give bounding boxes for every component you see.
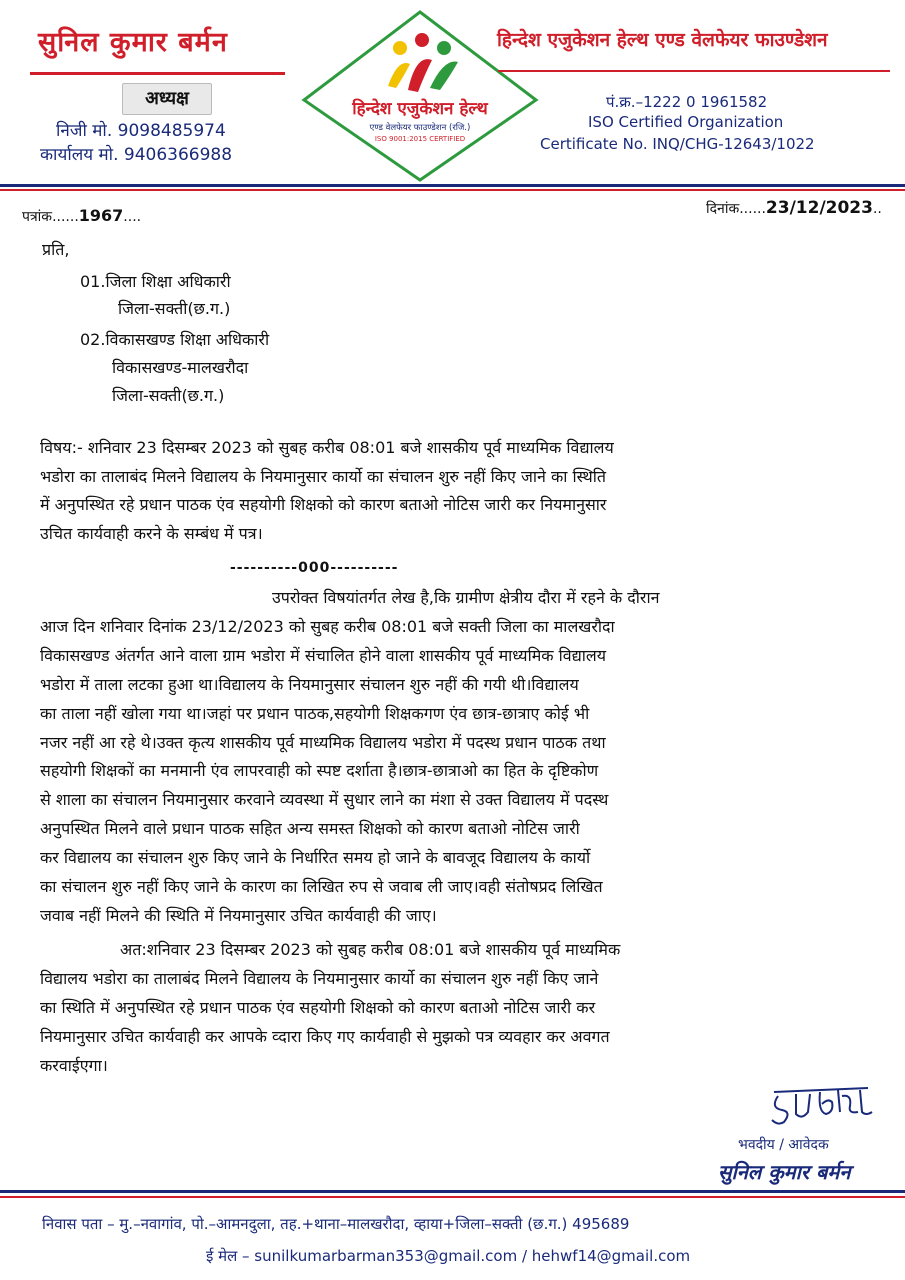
header-rule-blue xyxy=(0,184,905,187)
signature-icon xyxy=(768,1082,878,1130)
recipient-2-district: जिला-सक्ती(छ.ग.) xyxy=(112,386,225,405)
recipient-2-title: 02.विकासखण्ड शिक्षा अधिकारी xyxy=(80,330,270,349)
paragraph-line: जवाब नहीं मिलने की स्थिति में नियमानुसार उचित कार्यवाही की जाए। xyxy=(40,905,437,925)
recipient-1-title: 01.जिला शिक्षा अधिकारी xyxy=(80,272,231,291)
logo-iso: ISO 9001:2015 CERTIFIED xyxy=(374,135,466,143)
reference-label: पत्रांक xyxy=(22,209,53,225)
office-phone: कार्यालय मो. 9406366988 xyxy=(40,145,233,165)
header-rule-red xyxy=(0,189,905,191)
body-paragraph-1 xyxy=(40,584,872,931)
logo-subtitle: एण्ड वेलफेयर फाउण्डेशन (रजि.) xyxy=(369,123,471,133)
date-value: 23/12/2023 xyxy=(765,198,873,218)
subject-line: उचित कार्यवाही करने के सम्बंध में पत्र। xyxy=(40,523,263,543)
paragraph-line: अनुपस्थित मिलने वाले प्रधान पाठक सहित अन्य समस्त शिक्षको को कारण बताओ नोटिस जारी xyxy=(40,819,580,839)
reference-number: पत्रांक......1967.... xyxy=(22,206,142,225)
footer-rule-blue xyxy=(0,1190,905,1193)
sign-label: भवदीय / आवेदक xyxy=(738,1137,829,1153)
date-label: दिनांक xyxy=(706,201,740,217)
paragraph-line: का संचालन शुरु नहीं किए जाने के कारण का लिखित रुप से जवाब ली जाए।वही संतोषप्रद लिखित xyxy=(40,877,603,897)
letter-date: दिनांक......23/12/2023.. xyxy=(706,198,882,218)
subject-line: विषय:- शनिवार 23 दिसम्बर 2023 को सुबह करीब 08:01 बजे शासकीय पूर्व माध्यमिक विद्यालय xyxy=(40,438,614,457)
signatory-name: सुनिल कुमार बर्मन xyxy=(718,1160,851,1184)
paragraph-line: उपरोक्त विषयांतर्गत लेख है,कि ग्रामीण क्षेत्रीय दौरा में रहने के दौरान xyxy=(272,588,660,607)
paragraph-line: करवाईएगा। xyxy=(40,1055,108,1075)
body-paragraph-2 xyxy=(40,936,872,1081)
paragraph-line: विद्यालय भडोरा का तालाबंद मिलने विद्यालय के नियमानुसार कार्यो का संचालन शुरु नहीं किए जाने xyxy=(40,968,599,988)
footer-address: निवास पता – मु.–नवागांव, पो.–आमनदुला, तह.+थाना–मालखरौदा, व्हाया+जिला–सक्ती (छ.ग.) 495689 xyxy=(42,1215,630,1233)
paragraph-line: सहयोगी शिक्षकों का मनमानी एंव लापरवाही को स्पष्ट दर्शाता है।छात्र-छात्राओ का हित के दृष्टिकोण xyxy=(40,761,599,781)
header-divider-right xyxy=(498,70,890,72)
reference-value: 1967 xyxy=(78,206,124,225)
paragraph-line: विकासखण्ड अंतर्गत आने वाला ग्राम भडोरा में संचालित होने वाला शासकीय पूर्व माध्यमिक विद्यालय xyxy=(40,645,607,665)
paragraph-line: से शाला का संचालन नियमानुसार करवाने व्यवस्था में सुधार लाने का मंशा से उक्त विद्यालय में पदस्थ xyxy=(40,790,609,810)
iso-line-1: ISO Certified Organization xyxy=(588,113,784,131)
personal-phone: निजी मो. 9098485974 xyxy=(56,121,226,141)
handwritten-signature xyxy=(768,1082,878,1130)
registration-number: पं.क्र.–1222 0 1961582 xyxy=(606,93,768,111)
subject-block xyxy=(40,434,870,548)
header-divider-left xyxy=(30,72,285,75)
subject-line: में अनुपस्थित रहे प्रधान पाठक एंव सहयोगी शिक्षको को कारण बताओ नोटिस जारी कर नियमानुसार xyxy=(40,495,607,514)
separator: ----------000---------- xyxy=(230,560,399,576)
paragraph-line: का स्थिति में अनुपस्थित रहे प्रधान पाठक एंव सहयोगी शिक्षको को कारण बताओ नोटिस जारी कर xyxy=(40,997,596,1017)
president-name: सुनिल कुमार बर्मन xyxy=(38,27,228,58)
recipient-2-block: विकासखण्ड-मालखरौदा xyxy=(112,358,249,377)
iso-line-2: Certificate No. INQ/CHG-12643/1022 xyxy=(540,135,815,153)
organization-name: हिन्देश एजुकेशन हेल्थ एण्ड वेलफेयर फाउण्डेशन xyxy=(497,29,828,51)
recipient-1-district: जिला-सक्ती(छ.ग.) xyxy=(118,299,231,318)
president-title: अध्यक्ष xyxy=(122,83,212,115)
paragraph-line: नजर नहीं आ रहे थे।उक्त कृत्य शासकीय पूर्व माध्यमिक विद्यालय भडोरा में पदस्थ प्रधान पाठक तथा xyxy=(40,732,606,752)
footer-email: ई मेल – sunilkumarbarman353@gmail.com / hehwf14@gmail.com xyxy=(206,1247,691,1265)
to-label: प्रति, xyxy=(42,240,70,259)
logo-title: हिन्देश एजुकेशन हेल्थ xyxy=(352,99,488,119)
paragraph-line: नियमानुसार उचित कार्यवाही कर आपके व्दारा किए गए कार्यवाही से मुझको पत्र व्यवहार कर अवगत xyxy=(40,1026,610,1046)
paragraph-line: अत:शनिवार 23 दिसम्बर 2023 को सुबह करीब 08:01 बजे शासकीय पूर्व माध्यमिक xyxy=(120,940,621,959)
subject-line: भडोरा का तालाबंद मिलने विद्यालय के नियमानुसार कार्यो का संचालन शुरु नहीं किए जाने का स्थिति xyxy=(40,466,607,486)
footer-rule-red xyxy=(0,1196,905,1198)
paragraph-line: कर विद्यालय का संचालन शुरु किए जाने के निर्धारित समय हो जाने के बावजूद विद्यालय के कार्यो xyxy=(40,848,591,868)
paragraph-line: भडोरा में ताला लटका हुआ था।विद्यालय के नियमानुसार संचालन शुरु नहीं की गयी थी।विद्यालय xyxy=(40,674,579,694)
paragraph-line: का ताला नहीं खोला गया था।जहां पर प्रधान पाठक,सहयोगी शिक्षकगण एंव छात्र-छात्राए कोई भी xyxy=(40,703,590,723)
paragraph-line: आज दिन शनिवार दिनांक 23/12/2023 को सुबह करीब 08:01 बजे सक्ती जिला का मालखरौदा xyxy=(40,616,615,636)
